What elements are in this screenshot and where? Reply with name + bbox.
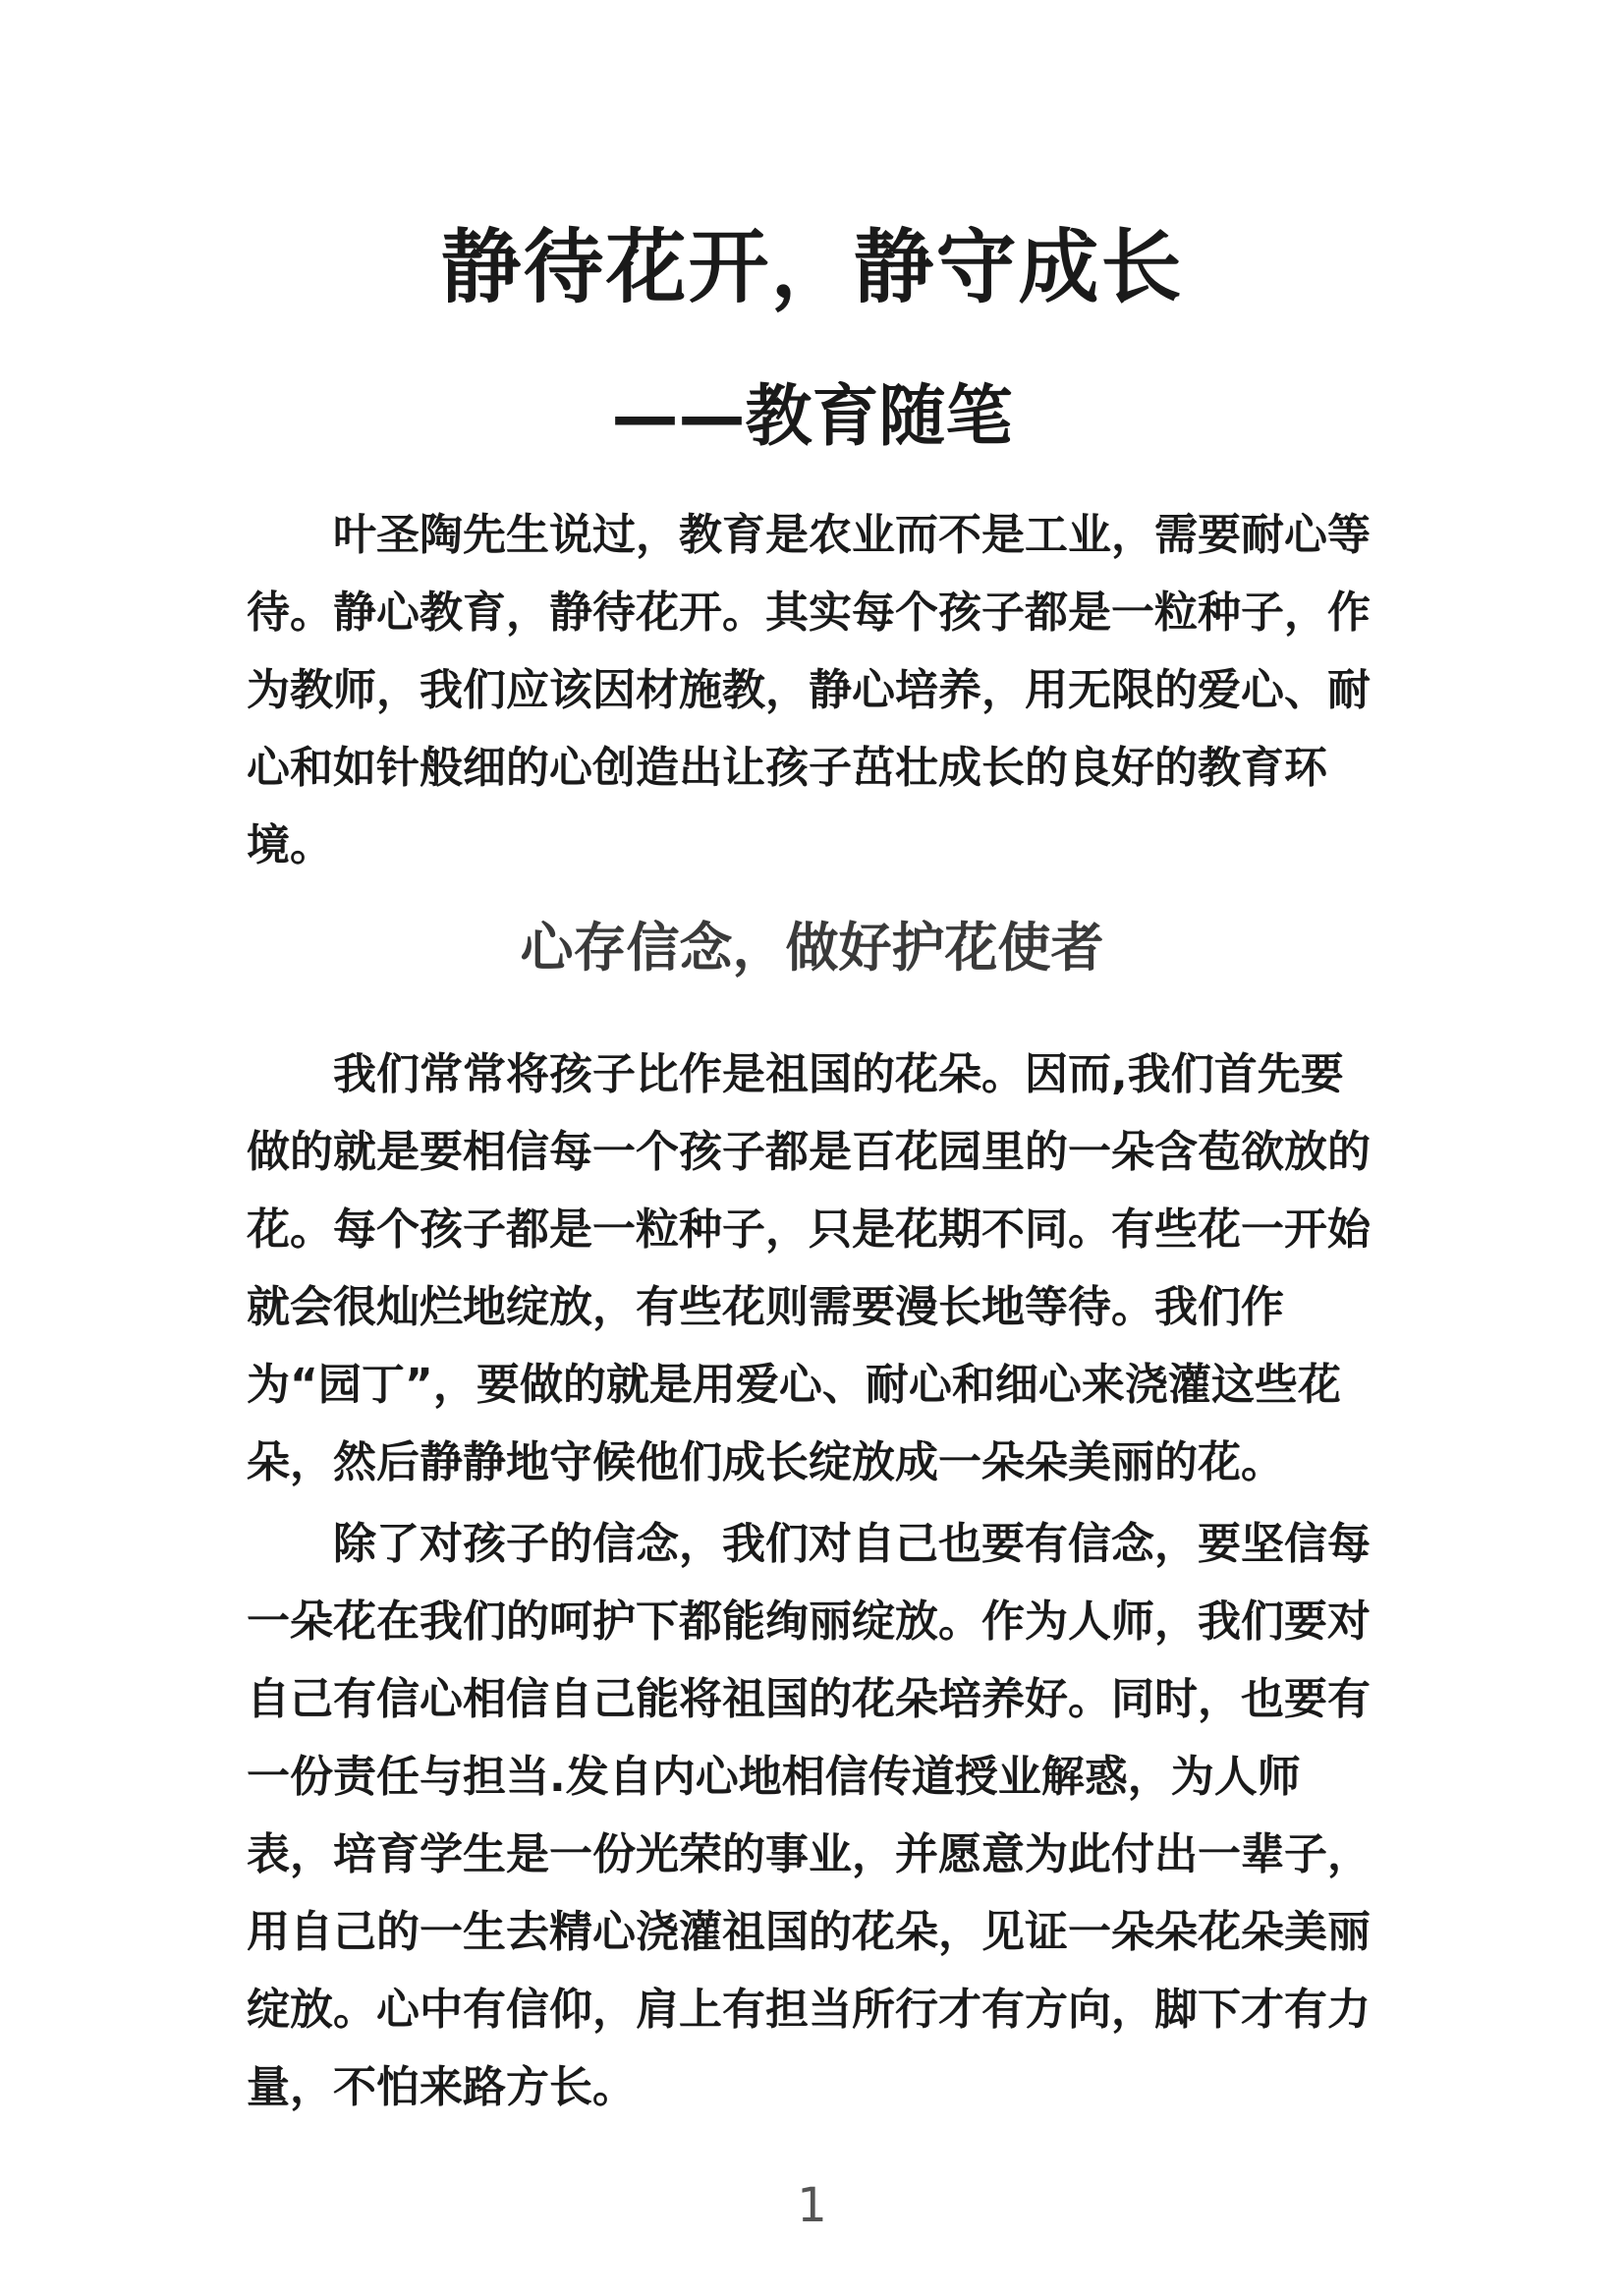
intro-paragraph: 叶圣陶先生说过，教育是农业而不是工业，需要耐心等待。静心教育，静待花开。其实每个孩子都是一粒种子，作为教师，我们应该因材施教，静心培养，用无限的爱心、耐心和如针般细的心创造出让孩子茁壮成长的良好的教育环境。 <box>247 510 1371 870</box>
belief-children-paragraph: 我们常常将孩子比作是祖国的花朵。因而,我们首先要做的就是要相信每一个孩子都是百花园里的一朵含苞欲放的花。每个孩子都是一粒种子，只是花期不同。有些花一开始就会很灿烂地绽放，有些花则需要漫长地等待。我们作为“园丁”，要做的就是用爱心、耐心和细心来浇灌这些花朵，然后静静地守候他们成长绽放成一朵朵美丽的花。 <box>247 1049 1371 1487</box>
page-subtitle: ——教育随笔 <box>611 378 1013 456</box>
belief-self-paragraph: 除了对孩子的信念，我们对自己也要有信念，要坚信每一朵花在我们的呵护下都能绚丽绽放。作为人师，我们要对自己有信心相信自己能将祖国的花朵培养好。同时，也要有一份责任与担当.发自内心地相信传道授业解惑，为人师表，培育学生是一份光荣的事业，并愿意为此付出一辈子，用自己的一生去精心浇灌祖国的花朵，见证一朵朵花朵美丽绽放。心中有信仰，肩上有担当所行才有方向，脚下才有力量，不怕来路方长。 <box>247 1519 1371 2112</box>
page-title: 静待花开，静守成长 <box>440 221 1184 314</box>
section-heading: 心存信念，做好护花使者 <box>520 917 1104 979</box>
page-number: 1 <box>797 2178 827 2233</box>
